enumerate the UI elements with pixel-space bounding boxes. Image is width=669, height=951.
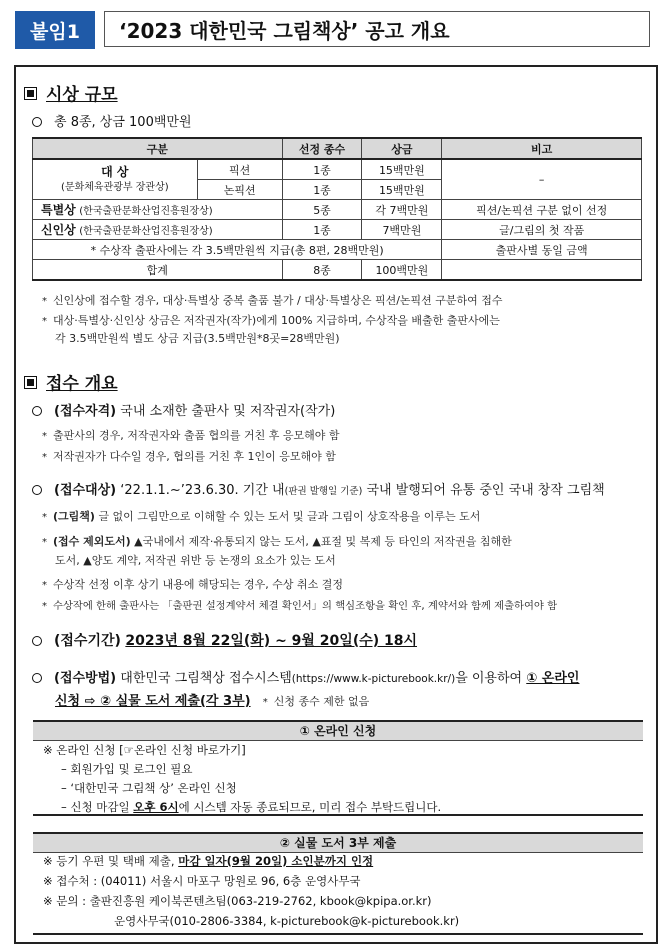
table-row: 신인상 (한국출판문화산업진흥원장상) 1종 7백만원 글/그림의 첫 작품 xyxy=(33,220,642,240)
note-line: * 대상·특별상·신인상 상금은 저작권자(작가)에게 100% 지급하며, 수상작을 배출한 출판사에는 xyxy=(42,314,500,327)
section-reception: 접수 개요 xyxy=(24,369,118,394)
eligibility-item: (접수자격) 국내 소재한 출판사 및 저작권자(작가) xyxy=(32,400,335,419)
award-table xyxy=(32,137,642,281)
circle-bullet-icon xyxy=(32,406,42,416)
method-item: (접수방법) 대한민국 그림책상 접수시스템(https://www.k-picturebook.kr/)을 이용하여 ① 온라인 xyxy=(32,667,579,686)
circle-bullet-icon xyxy=(32,636,42,646)
square-bullet-icon xyxy=(24,376,37,389)
note-line: * (그림책) 글 없이 그림만으로 이해할 수 있는 도서 및 글과 그림이 상호작용을 이루는 도서 xyxy=(42,510,481,523)
page-title: ‘2023 대한민국 그림책상’ 공고 개요 xyxy=(104,11,650,47)
book-submission-body: ※ 등기 우편 및 택배 제출, 마감 일자(9월 20일) 소인분까지 인정 ※ 접수처 : (04011) 서울시 마포구 망원로 96, 6층 운영사무국 ※ 문의 : 출판진흥원 케이북콘텐츠팀(063-219-2762, kbook@kpipa.or.kr) 운영사무국(010-2806-3384, k-picturebook@k-picturebook.kr) xyxy=(33,852,643,935)
table-row: 특별상 (한국출판문화산업진흥원장상) 5종 각 7백만원 픽션/논픽션 구분 없이 선정 xyxy=(33,200,642,220)
table-row: 대 상 (문화체육관광부 장관상) 픽션 1종 15백만원 – xyxy=(33,159,642,180)
book-submission-header: ② 실물 도서 3부 제출 xyxy=(33,832,643,853)
circle-bullet-icon xyxy=(32,485,42,495)
award-summary: 총 8종, 상금 100백만원 xyxy=(32,111,192,130)
note-line: * 신인상에 접수할 경우, 대상·특별상 중복 출품 불가 / 대상·특별상은 픽션/논픽션 구분하여 접수 xyxy=(42,294,503,307)
note-line: * (접수 제외도서) ▲국내에서 제작·유통되지 않는 도서, ▲표절 및 복제 등 타인의 저작권을 침해한 xyxy=(42,535,512,548)
circle-bullet-icon xyxy=(32,673,42,683)
table-row: 합계 8종 100백만원 xyxy=(33,260,642,281)
table-row: 논픽션 1종 15백만원 xyxy=(33,180,642,200)
section-award-scale: 시상 규모 xyxy=(24,80,118,105)
square-bullet-icon xyxy=(24,87,37,100)
table-header-row: 구분 선정 종수 상금 비고 xyxy=(33,138,642,159)
table-row: * 수상작 출판사에는 각 3.5백만원씩 지급(총 8편, 28백만원) 출판사별 동일 금액 xyxy=(33,240,642,260)
note-line: * 수상작 선정 이후 상기 내용에 해당되는 경우, 수상 취소 결정 xyxy=(42,578,343,591)
online-application-header: ① 온라인 신청 xyxy=(33,720,643,741)
note-line: 도서, ▲양도 계약, 저작권 위반 등 논쟁의 요소가 있는 도서 xyxy=(55,554,336,567)
target-item: (접수대상) ‘22.1.1.~’23.6.30. 기간 내(판권 발행일 기준) 국내 발행되어 유통 중인 국내 창작 그림책 xyxy=(32,479,605,498)
method-item-cont: 신청 ⇨ ② 실물 도서 제출(각 3부) * 신청 종수 제한 없음 xyxy=(55,694,370,709)
note-line: * 수상작에 한해 출판사는 「출판권 설정계약서 체결 확인서」의 핵심조항을 확인 후, 계약서와 함께 제출하여야 함 xyxy=(42,600,558,612)
period-item: (접수기간) 2023년 8월 22일(화) ~ 9월 20일(수) 18시 xyxy=(32,630,417,650)
note-line: 각 3.5백만원씩 별도 상금 지급(3.5백만원*8곳=28백만원) xyxy=(55,332,340,345)
online-application-body: ※ 온라인 신청 [☞온라인 신청 바로가기] – 회원가입 및 로그인 필요 – ‘대한민국 그림책 상’ 온라인 신청 – 신청 마감일 오후 6시에 시스템 자동 종료되므로, 미리 접수 부탁드립니다. xyxy=(33,740,643,816)
note-line: * 출판사의 경우, 저작권자와 출품 협의를 거친 후 응모해야 함 xyxy=(42,429,340,442)
note-line: * 저작권자가 다수일 경우, 협의를 거친 후 1인이 응모해야 함 xyxy=(42,450,336,463)
attachment-badge: 붙임1 xyxy=(15,11,95,49)
circle-bullet-icon xyxy=(32,117,42,127)
online-application-link[interactable]: ※ 온라인 신청 [☞온라인 신청 바로가기] xyxy=(43,743,246,757)
